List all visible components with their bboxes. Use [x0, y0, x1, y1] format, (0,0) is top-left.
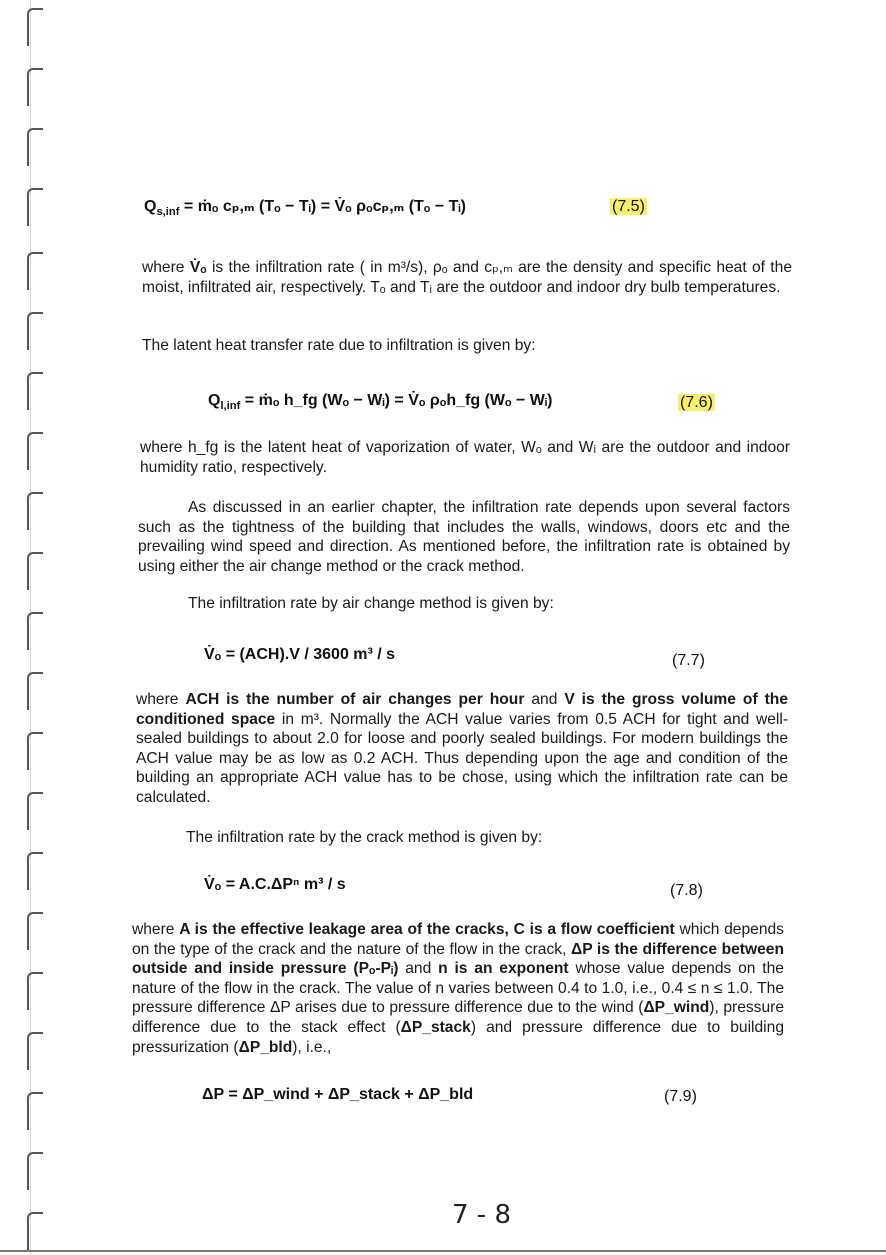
paragraph-latent-definition	[140, 438, 790, 477]
binder-ring	[27, 972, 43, 1010]
binder-ring	[27, 432, 43, 470]
binder-holes	[0, 0, 60, 1255]
binder-ring	[27, 732, 43, 770]
paragraph-bold: ΔP_stack	[400, 1018, 471, 1036]
paragraph-text: The infiltration rate by the crack method is given by:	[186, 829, 543, 846]
paragraph-bold: A is the effective leakage area of the cracks, C is a flow coefficient	[179, 921, 675, 938]
paragraph-latent-intro	[142, 336, 792, 356]
binder-ring	[27, 612, 43, 650]
symbol-v-dot: V̇ₒ	[189, 259, 207, 276]
equation-7-8	[204, 876, 346, 894]
equation-lhs: Q	[144, 198, 157, 215]
binder-ring	[27, 188, 43, 226]
equation-rhs: = A.C.ΔPⁿ m³ / s	[225, 876, 346, 893]
binder-ring	[27, 1092, 43, 1130]
page-bottom-edge	[0, 1250, 886, 1252]
binder-ring	[27, 8, 43, 46]
equation-number-highlight: (7.6)	[680, 394, 713, 411]
paragraph-crack-method	[132, 920, 784, 1057]
equation-lhs-subscript: l,inf	[220, 400, 241, 413]
binder-ring	[27, 372, 43, 410]
paragraph-bold: V is the gross volume of the conditioned space	[136, 691, 788, 728]
paragraph-air-change-intro	[188, 594, 788, 614]
paragraph-text: where h_fg is the latent heat of vaporization of water, Wₒ and Wᵢ are the outdoor and indoor humidity ratio, respectively.	[140, 439, 790, 476]
equation-number: (7.7)	[672, 652, 705, 669]
paragraph-bold: ACH is the number of air changes per hour	[185, 691, 525, 708]
binder-ring	[27, 1032, 43, 1070]
equation-lhs: ΔP	[202, 1086, 224, 1103]
binder-ring	[27, 672, 43, 710]
paragraph-text: As discussed in an earlier chapter, the infiltration rate depends upon several factors such as the tightness of the building that includes the walls, windows, doors etc and the prevailing wind speed and direction. As mentioned before, the infiltration rate is obtained by using either the air change method or the crack method.	[138, 499, 790, 575]
binder-ring	[27, 492, 43, 530]
equation-rhs: = ṁₒ h_fg (Wₒ − Wᵢ) = V̇ₒ ρₒh_fg (Wₒ − Wᵢ)	[244, 392, 553, 409]
equation-number	[610, 198, 647, 216]
paragraph-crack-intro	[186, 828, 786, 848]
paragraph-text: ), pressure difference due to the stack effect (	[132, 999, 784, 1036]
binder-ring	[27, 552, 43, 590]
binder-ring	[27, 852, 43, 890]
paragraph-infiltration-rate	[142, 258, 792, 297]
paragraph-text: which depends on the type of the crack and the nature of the flow in the crack,	[132, 921, 784, 958]
paragraph-text: in m³. Normally the ACH value varies from 0.5 ACH for tight and well-sealed buildings to about 2.0 for loose and poorly sealed buildings. For modern buildings the ACH value may be as low as 0.2 ACH. Thus depending upon the age and condition of the building an appropriate ACH value has to be chose, using which the infiltration rate can be calculated.	[136, 710, 789, 806]
equation-rhs: = ṁₒ cₚ,ₘ (Tₒ − Tᵢ) = V̇ₒ ρₒcₚ,ₘ (Tₒ − Tᵢ)	[183, 198, 466, 215]
paragraph-text: ), i.e.,	[292, 1038, 332, 1056]
equation-lhs: Q	[208, 392, 221, 409]
binder-ring	[27, 252, 43, 290]
paragraph-text: whose value depends on the nature of the flow in the crack. The value of n varies between 0.4 to 1.0, i.e., 0.4 ≤ n ≤ 1.0. The pressure difference ΔP arises due to pressure difference due to the wind (	[132, 960, 784, 1017]
equation-7-7	[204, 646, 395, 664]
equation-number-highlight: (7.5)	[612, 198, 645, 215]
equation-rhs: = (ACH).V / 3600 m³ / s	[225, 646, 396, 663]
paragraph-text: The infiltration rate by air change method is given by:	[188, 595, 554, 612]
page-number: 7 - 8	[452, 1200, 511, 1230]
equation-number	[678, 394, 715, 412]
equation-number: (7.9)	[664, 1088, 697, 1105]
paragraph-bold: ΔP is the difference between outside and inside pressure (Pₒ-Pᵢ)	[132, 940, 784, 978]
paragraph-text: ) and pressure difference due to building pressurization (	[132, 1018, 784, 1056]
binder-ring	[27, 912, 43, 950]
paragraph-lead: where	[142, 259, 185, 276]
equation-lhs: V̇ₒ	[204, 646, 222, 663]
binder-ring	[27, 128, 43, 166]
equation-lhs: V̇ₒ	[204, 876, 222, 893]
paragraph-discussion	[138, 498, 790, 576]
equation-lhs-subscript: s,inf	[156, 206, 180, 219]
equation-number: (7.8)	[670, 882, 703, 899]
binder-ring	[27, 1212, 43, 1250]
binder-ring	[27, 312, 43, 350]
paragraph-ach	[136, 690, 788, 808]
paragraph-bold: ΔP_bld	[238, 1038, 293, 1056]
binder-ring	[27, 1152, 43, 1190]
equation-7-9	[202, 1086, 473, 1104]
equation-rhs: = ΔP_wind + ΔP_stack + ΔP_bld	[228, 1086, 474, 1103]
equation-7-6	[208, 392, 553, 413]
paragraph-bold: ΔP_wind	[643, 999, 710, 1017]
paragraph-bold: n is an exponent	[438, 960, 569, 978]
paragraph-text: and	[398, 960, 439, 978]
binder-ring	[27, 68, 43, 106]
paragraph-text: The latent heat transfer rate due to infiltration is given by:	[142, 337, 536, 354]
paragraph-text: and	[524, 691, 565, 708]
equation-7-5	[144, 196, 466, 219]
paragraph-text: where	[136, 691, 186, 708]
binder-ring	[27, 792, 43, 830]
paragraph-text: where	[132, 921, 180, 938]
paragraph-text: is the infiltration rate ( in m³/s), ρₒ and cₚ,ₘ are the density and specific heat of the moist, infiltrated air, respectively. Tₒ and Tᵢ are the outdoor and indoor dry bulb temperatures.	[142, 259, 792, 296]
